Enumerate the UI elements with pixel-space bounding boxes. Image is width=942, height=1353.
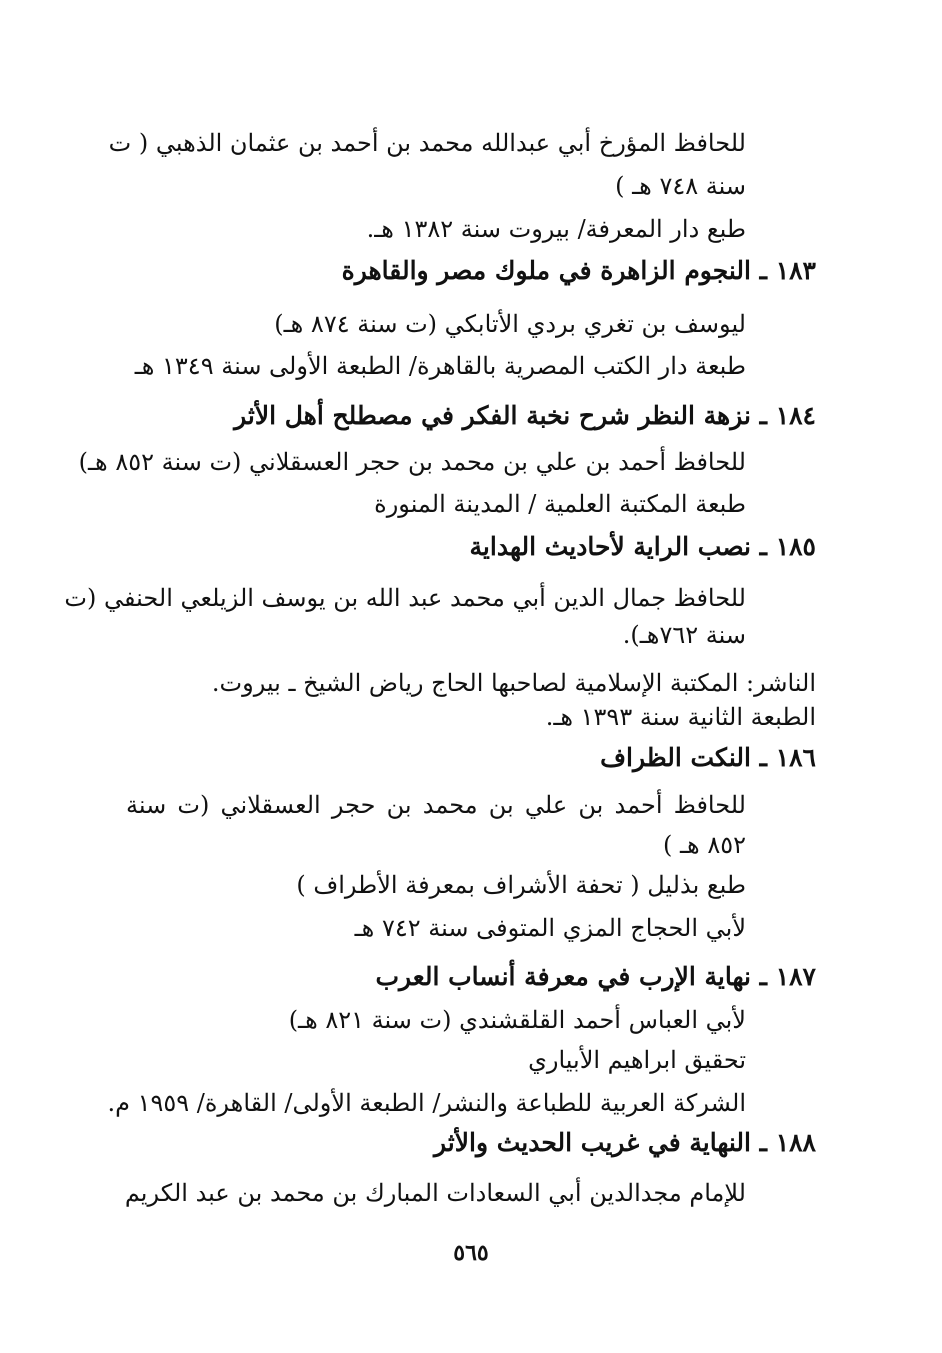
entry-183-title: ١٨٣ ـ النجوم الزاهرة في ملوك مصر والقاهرة — [341, 256, 816, 285]
entry-188-title: ١٨٨ ـ النهاية في غريب الحديث والأثر — [434, 1128, 816, 1157]
entry-185-author-cont: سنة ٧٦٢هـ). — [622, 621, 746, 649]
entry-185-title: ١٨٥ ـ نصب الراية لأحاديث الهداية — [469, 532, 816, 561]
entry-184-edition: طبعة المكتبة العلمية / المدينة المنورة — [374, 490, 746, 518]
page-number: ٥٦٥ — [453, 1240, 489, 1266]
entry-186-author: للحافظ أحمد بن علي بن محمد بن حجر العسقلاني (ت سنة — [126, 791, 746, 819]
entry-187-editor: تحقيق ابراهيم الأبياري — [528, 1046, 746, 1074]
entry-187-author: لأبي العباس أحمد القلقشندي (ت سنة ٨٢١ هـ) — [288, 1006, 746, 1034]
entry-187-title: ١٨٧ ـ نهاية الإرب في معرفة أنساب العرب — [375, 962, 816, 991]
entry-183-author: ليوسف بن تغري بردي الأتابكي (ت سنة ٨٧٤ هـ) — [274, 310, 746, 338]
entry-182-author-line: للحافظ المؤرخ أبي عبدالله محمد بن أحمد بن عثمان الذهبي ( ت — [108, 129, 746, 157]
entry-187-publisher: الشركة العربية للطباعة والنشر/ الطبعة الأولى/ القاهرة/ ١٩٥٩ م. — [107, 1089, 746, 1117]
entry-188-author: للإمام مجدالدين أبي السعادات المبارك بن محمد بن عبد الكريم — [124, 1179, 746, 1207]
entry-182-author-cont: سنة ٧٤٨ هـ ) — [615, 172, 746, 200]
entry-184-title: ١٨٤ ـ نزهة النظر شرح نخبة الفكر في مصطلح أهل الأثر — [234, 401, 816, 430]
entry-185-publisher: الناشر: المكتبة الإسلامية لصاحبها الحاج رياض الشيخ ـ بيروت. — [211, 669, 816, 697]
entry-186-note: لأبي الحجاج المزي المتوفى سنة ٧٤٢ هـ — [354, 914, 746, 942]
entry-186-title: ١٨٦ ـ النكت الظراف — [600, 743, 816, 772]
entry-186-author-cont: ٨٥٢ هـ ) — [663, 831, 746, 859]
entry-182-edition: طبع دار المعرفة/ بيروت سنة ١٣٨٢ هـ. — [366, 215, 746, 243]
entry-183-edition: طبعة دار الكتب المصرية بالقاهرة/ الطبعة الأولى سنة ١٣٤٩ هـ — [134, 352, 746, 380]
entry-185-author: للحافظ جمال الدين أبي محمد عبد الله بن يوسف الزيلعي الحنفي (ت — [64, 584, 746, 612]
entry-184-author: للحافظ أحمد بن علي بن محمد بن حجر العسقلاني (ت سنة ٨٥٢ هـ) — [78, 448, 746, 476]
entry-186-edition: طبع بذليل ( تحفة الأشراف بمعرفة الأطراف ) — [296, 871, 746, 899]
entry-185-edition: الطبعة الثانية سنة ١٣٩٣ هـ. — [545, 703, 816, 731]
